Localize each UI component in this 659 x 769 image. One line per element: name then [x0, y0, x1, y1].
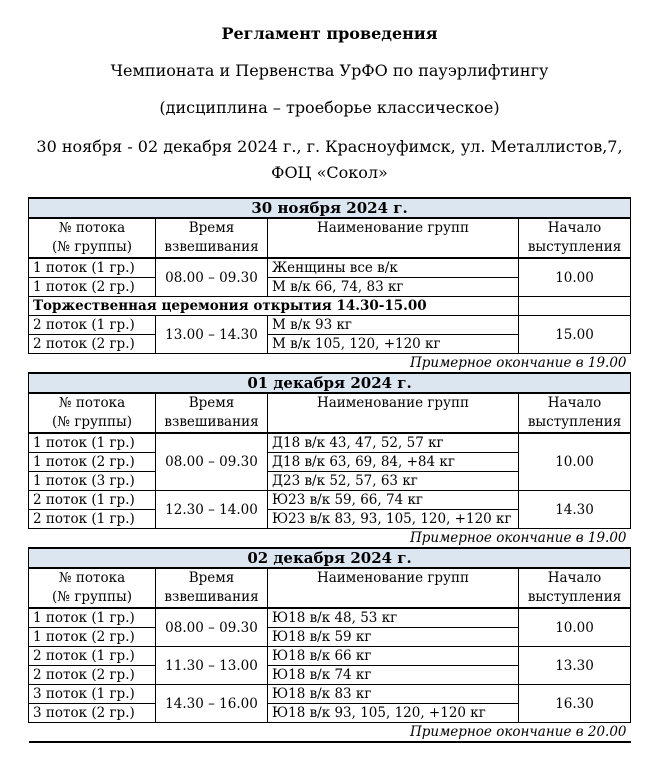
day-header-row [29, 373, 631, 393]
ceremony-text: Торжественная церемония открытия 14.30-15.00 [29, 297, 519, 316]
group-name-cell: М в/к 105, 120, +120 кг [268, 335, 519, 354]
title-line-2: Чемпионата и Первенства УрФО по пауэрлифтингу [110, 61, 549, 80]
title-line-3: (дисциплина – троеборье классическое) [159, 98, 500, 117]
start-time-cell: 10.00 [519, 258, 631, 297]
stream-cell: 2 поток (2 гр.) [29, 335, 156, 354]
ceremony-row [29, 297, 631, 316]
end-time-row [29, 529, 631, 549]
title-line-5: ФОЦ «Сокол» [271, 163, 388, 182]
column-header-row [29, 568, 631, 608]
col-weigh-header: Время взвешивания [156, 393, 268, 433]
table-row [29, 491, 631, 510]
col-start-header: Начало выступления [519, 218, 631, 258]
table-row [29, 258, 631, 278]
weigh-time-cell: 12.30 – 14.00 [156, 491, 268, 529]
day-date: 30 ноября 2024 г. [29, 198, 631, 218]
table-row [29, 685, 631, 704]
group-name-cell: Ю23 в/к 83, 93, 105, 120, +120 кг [268, 510, 519, 529]
stream-cell: 3 поток (2 гр.) [29, 704, 156, 723]
col-stream-header: № потока (№ группы) [29, 568, 156, 608]
stream-cell: 2 поток (1 гр.) [29, 510, 156, 529]
day-date: 02 декабря 2024 г. [29, 548, 631, 568]
approx-end-text: Примерное окончание в 20.00 [29, 723, 631, 743]
group-name-cell: Д18 в/к 43, 47, 52, 57 кг [268, 433, 519, 453]
stream-cell: 1 поток (3 гр.) [29, 472, 156, 491]
col-weigh-header: Время взвешивания [156, 568, 268, 608]
stream-cell: 1 поток (1 гр.) [29, 433, 156, 453]
group-name-cell: Ю18 в/к 66 кг [268, 647, 519, 666]
table-row [29, 647, 631, 666]
start-time-cell: 13.30 [519, 647, 631, 685]
title-line-4: 30 ноября - 02 декабря 2024 г., г. Красноуфимск, ул. Металлистов,7, [36, 137, 623, 156]
stream-cell: 2 поток (2 гр.) [29, 666, 156, 685]
day-header-row [29, 198, 631, 218]
group-name-cell: М в/к 66, 74, 83 кг [268, 278, 519, 297]
stream-cell: 1 поток (1 гр.) [29, 258, 156, 278]
table-row [29, 316, 631, 335]
group-name-cell: Ю23 в/к 59, 66, 74 кг [268, 491, 519, 510]
end-time-row [29, 723, 631, 743]
end-time-row [29, 354, 631, 374]
col-stream-header: № потока (№ группы) [29, 218, 156, 258]
weigh-time-cell: 11.30 – 13.00 [156, 647, 268, 685]
day-date: 01 декабря 2024 г. [29, 373, 631, 393]
col-groups-header: Наименование групп [268, 218, 519, 258]
weigh-time-cell: 08.00 – 09.30 [156, 608, 268, 647]
schedule-table [28, 197, 631, 743]
stream-cell: 2 поток (1 гр.) [29, 647, 156, 666]
stream-cell: 1 поток (2 гр.) [29, 278, 156, 297]
stream-cell: 3 поток (1 гр.) [29, 685, 156, 704]
stream-cell: 1 поток (2 гр.) [29, 628, 156, 647]
col-start-header: Начало выступления [519, 568, 631, 608]
stream-cell: 2 поток (1 гр.) [29, 491, 156, 510]
stream-cell: 2 поток (1 гр.) [29, 316, 156, 335]
start-time-cell: 14.30 [519, 491, 631, 529]
table-row [29, 608, 631, 628]
col-groups-header: Наименование групп [268, 568, 519, 608]
weigh-time-cell: 08.00 – 09.30 [156, 258, 268, 297]
weigh-time-cell: 08.00 – 09.30 [156, 433, 268, 491]
group-name-cell: Д23 в/к 52, 57, 63 кг [268, 472, 519, 491]
column-header-row [29, 218, 631, 258]
document-title: Регламент проведения [221, 24, 438, 43]
col-start-header: Начало выступления [519, 393, 631, 433]
table-row [29, 433, 631, 453]
group-name-cell: Ю18 в/к 83 кг [268, 685, 519, 704]
group-name-cell: Ю18 в/к 59 кг [268, 628, 519, 647]
weigh-time-cell: 14.30 – 16.00 [156, 685, 268, 723]
weigh-time-cell: 13.00 – 14.30 [156, 316, 268, 354]
group-name-cell: Ю18 в/к 93, 105, 120, +120 кг [268, 704, 519, 723]
stream-cell: 1 поток (2 гр.) [29, 453, 156, 472]
col-weigh-header: Время взвешивания [156, 218, 268, 258]
group-name-cell: Д18 в/к 63, 69, 84, +84 кг [268, 453, 519, 472]
start-time-cell: 15.00 [519, 316, 631, 354]
approx-end-text: Примерное окончание в 19.00 [29, 354, 631, 374]
ceremony-start-empty [519, 297, 631, 316]
group-name-cell: М в/к 93 кг [268, 316, 519, 335]
column-header-row [29, 393, 631, 433]
stream-cell: 1 поток (1 гр.) [29, 608, 156, 628]
start-time-cell: 16.30 [519, 685, 631, 723]
start-time-cell: 10.00 [519, 433, 631, 491]
day-header-row [29, 548, 631, 568]
approx-end-text: Примерное окончание в 19.00 [29, 529, 631, 549]
start-time-cell: 10.00 [519, 608, 631, 647]
col-groups-header: Наименование групп [268, 393, 519, 433]
group-name-cell: Ю18 в/к 74 кг [268, 666, 519, 685]
group-name-cell: Ю18 в/к 48, 53 кг [268, 608, 519, 628]
col-stream-header: № потока (№ группы) [29, 393, 156, 433]
group-name-cell: Женщины все в/к [268, 258, 519, 278]
